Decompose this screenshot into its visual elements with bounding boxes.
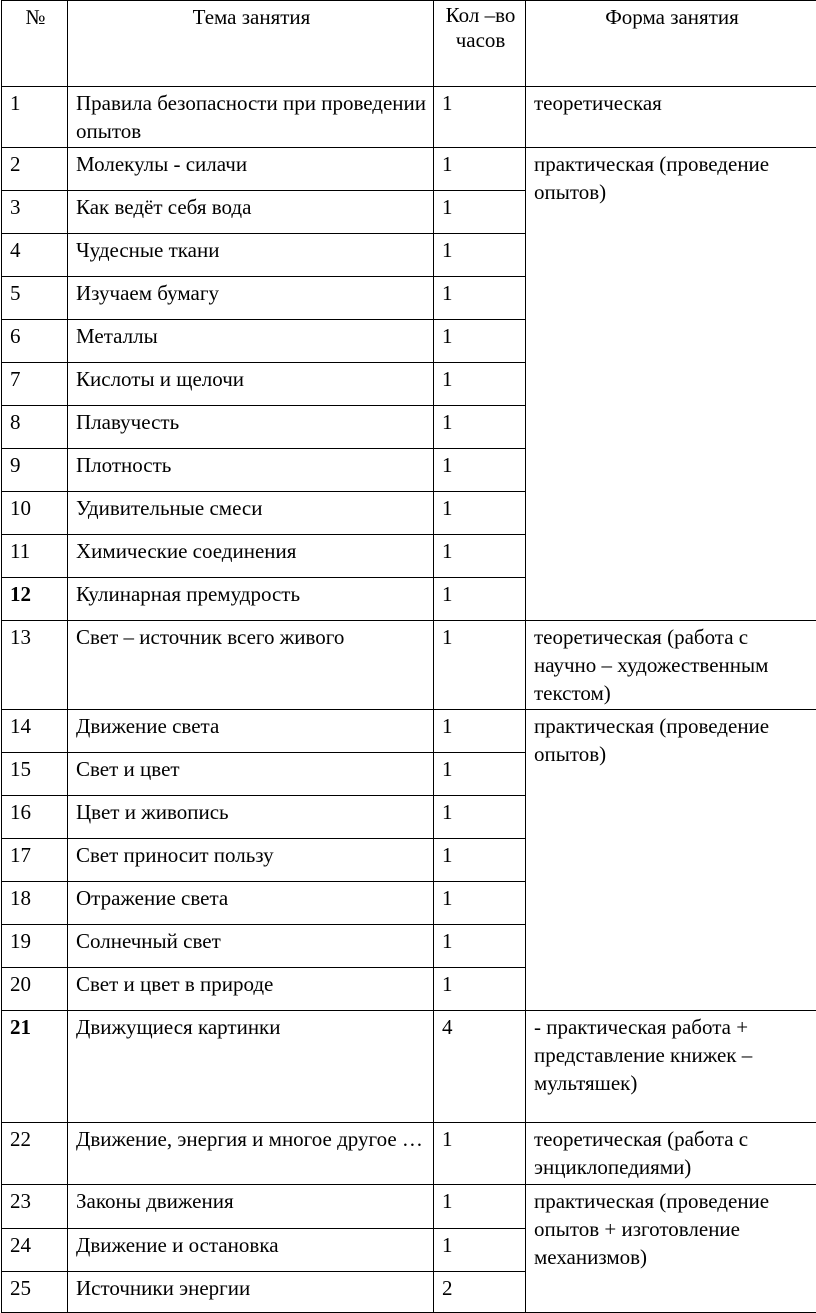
row-topic: Правила безопасности при проведении опытов xyxy=(68,87,434,148)
row-topic: Свет и цвет xyxy=(68,753,434,796)
row-number: 1 xyxy=(2,87,68,148)
row-number: 23 xyxy=(2,1185,68,1229)
header-hours: Кол –во часов xyxy=(434,1,526,87)
row-topic: Удивительные смеси xyxy=(68,492,434,535)
row-topic: Движение, энергия и многое другое … xyxy=(68,1123,434,1185)
row-hours: 1 xyxy=(434,710,526,753)
row-number: 22 xyxy=(2,1123,68,1185)
row-topic: Солнечный свет xyxy=(68,925,434,968)
row-hours: 2 xyxy=(434,1272,526,1313)
row-hours: 1 xyxy=(434,621,526,710)
row-hours: 1 xyxy=(434,320,526,363)
table-row xyxy=(2,148,816,191)
row-hours: 1 xyxy=(434,1229,526,1272)
row-hours: 1 xyxy=(434,449,526,492)
table-row xyxy=(2,1185,816,1229)
row-topic: Изучаем бумагу xyxy=(68,277,434,320)
row-number: 24 xyxy=(2,1229,68,1272)
row-hours: 1 xyxy=(434,1123,526,1185)
row-topic: Движение света xyxy=(68,710,434,753)
row-number: 25 xyxy=(2,1272,68,1313)
row-number: 2 xyxy=(2,148,68,191)
row-topic: Кислоты и щелочи xyxy=(68,363,434,406)
row-topic: Молекулы - силачи xyxy=(68,148,434,191)
row-hours: 1 xyxy=(434,882,526,925)
row-number: 10 xyxy=(2,492,68,535)
row-form: теоретическая (работа с научно – художественным текстом) xyxy=(526,621,816,710)
row-number: 19 xyxy=(2,925,68,968)
row-topic: Химические соединения xyxy=(68,535,434,578)
row-topic: Свет приносит пользу xyxy=(68,839,434,882)
row-number: 15 xyxy=(2,753,68,796)
row-topic: Отражение света xyxy=(68,882,434,925)
row-number: 12 xyxy=(2,578,68,621)
row-hours: 4 xyxy=(434,1011,526,1123)
row-hours: 1 xyxy=(434,578,526,621)
header-topic: Тема занятия xyxy=(68,1,434,87)
row-number: 8 xyxy=(2,406,68,449)
row-number: 3 xyxy=(2,191,68,234)
row-hours: 1 xyxy=(434,148,526,191)
row-hours: 1 xyxy=(434,191,526,234)
row-hours: 1 xyxy=(434,1185,526,1229)
header-number: № xyxy=(2,1,68,87)
row-hours: 1 xyxy=(434,234,526,277)
row-topic: Движение и остановка xyxy=(68,1229,434,1272)
row-topic: Источники энергии xyxy=(68,1272,434,1313)
table-header-row xyxy=(2,1,816,87)
table-row xyxy=(2,1123,816,1185)
row-hours: 1 xyxy=(434,753,526,796)
row-topic: Как ведёт себя вода xyxy=(68,191,434,234)
table-row xyxy=(2,710,816,753)
row-number: 18 xyxy=(2,882,68,925)
table-row xyxy=(2,621,816,710)
row-number: 7 xyxy=(2,363,68,406)
row-topic: Металлы xyxy=(68,320,434,363)
row-hours: 1 xyxy=(434,968,526,1011)
row-hours: 1 xyxy=(434,925,526,968)
row-number: 9 xyxy=(2,449,68,492)
row-topic: Свет – источник всего живого xyxy=(68,621,434,710)
row-topic: Свет и цвет в природе xyxy=(68,968,434,1011)
row-form: практическая (проведение опытов + изготовление механизмов) xyxy=(526,1185,816,1313)
row-topic: Законы движения xyxy=(68,1185,434,1229)
row-number: 21 xyxy=(2,1011,68,1123)
lesson-plan-table xyxy=(1,0,816,1313)
table-row xyxy=(2,1011,816,1123)
row-hours: 1 xyxy=(434,277,526,320)
row-number: 17 xyxy=(2,839,68,882)
row-form: - практическая работа + представление книжек – мультяшек) xyxy=(526,1011,816,1123)
row-hours: 1 xyxy=(434,406,526,449)
row-topic: Движущиеся картинки xyxy=(68,1011,434,1123)
row-number: 11 xyxy=(2,535,68,578)
row-hours: 1 xyxy=(434,839,526,882)
row-hours: 1 xyxy=(434,492,526,535)
row-topic: Кулинарная премудрость xyxy=(68,578,434,621)
row-hours: 1 xyxy=(434,87,526,148)
table-row xyxy=(2,87,816,148)
row-form: теоретическая (работа с энциклопедиями) xyxy=(526,1123,816,1185)
row-number: 14 xyxy=(2,710,68,753)
row-topic: Плотность xyxy=(68,449,434,492)
row-hours: 1 xyxy=(434,363,526,406)
row-hours: 1 xyxy=(434,535,526,578)
header-form: Форма занятия xyxy=(526,1,816,87)
row-number: 13 xyxy=(2,621,68,710)
row-hours: 1 xyxy=(434,796,526,839)
row-number: 4 xyxy=(2,234,68,277)
row-form: практическая (проведение опытов) xyxy=(526,148,816,621)
row-number: 20 xyxy=(2,968,68,1011)
row-topic: Плавучесть xyxy=(68,406,434,449)
row-number: 6 xyxy=(2,320,68,363)
row-topic: Чудесные ткани xyxy=(68,234,434,277)
row-form: теоретическая xyxy=(526,87,816,148)
row-form: практическая (проведение опытов) xyxy=(526,710,816,1011)
row-number: 5 xyxy=(2,277,68,320)
row-topic: Цвет и живопись xyxy=(68,796,434,839)
row-number: 16 xyxy=(2,796,68,839)
